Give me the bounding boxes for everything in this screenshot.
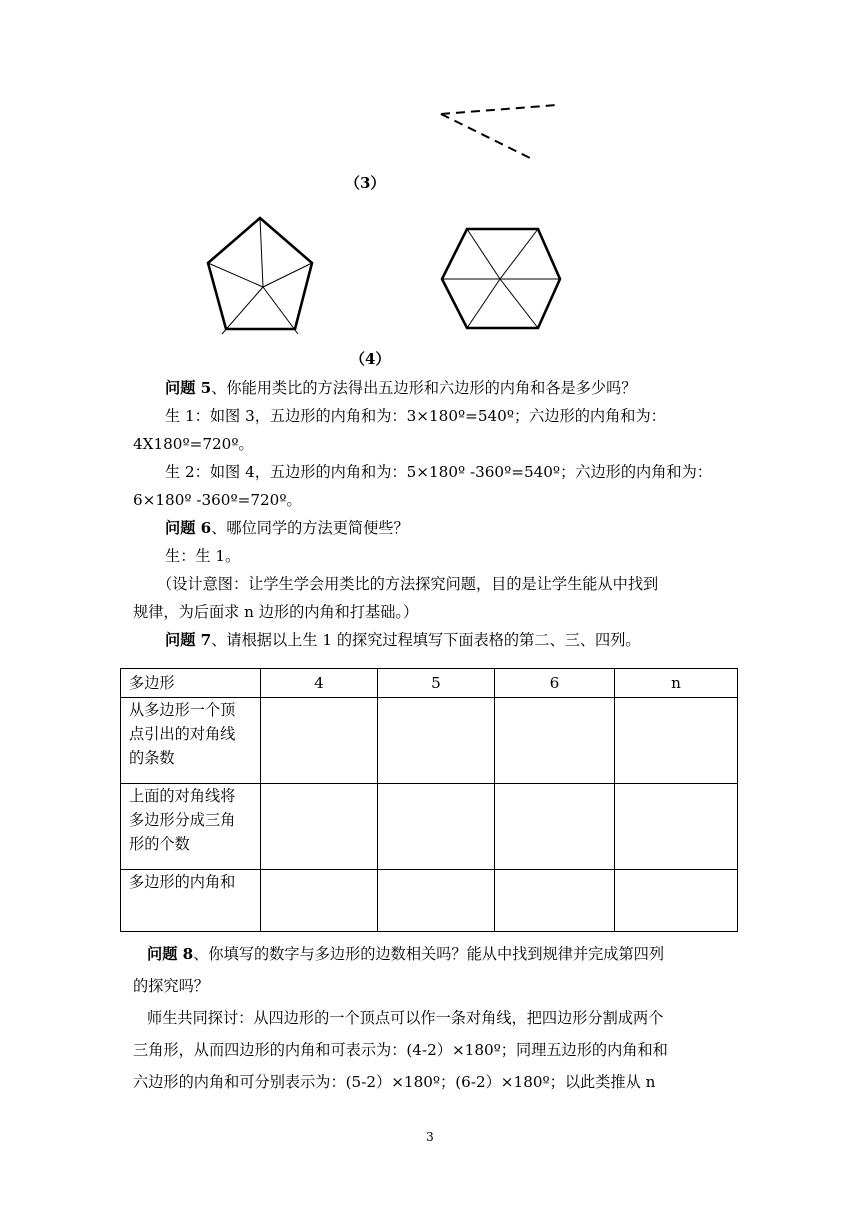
row-label-line: 的条数: [129, 749, 175, 767]
page-number: 3: [426, 1130, 434, 1144]
table-cell: [615, 870, 738, 932]
table-cell: [495, 698, 615, 784]
answer-6: 生：生 1。: [165, 547, 241, 565]
student-1-line-1: 生 1：如图 3，五边形的内角和为：3×180º=540º；六边形的内角和为：: [165, 407, 666, 425]
table-header-cell: n: [615, 669, 738, 698]
question-8-text: 、你填写的数字与多边形的边数相关吗？能从中找到规律并完成第四列: [193, 945, 665, 963]
question-8-label: 问题 8: [147, 945, 194, 963]
table-cell: [378, 698, 495, 784]
table-header-cell: 多边形: [121, 669, 261, 698]
question-5-label: 问题 5: [165, 379, 212, 397]
question-8-line-1: [133, 940, 735, 968]
table-cell: [261, 870, 378, 932]
question-6-text: 、哪位同学的方法更简便些？: [211, 519, 409, 537]
table-cell: [378, 870, 495, 932]
row-label-line: 上面的对角线将: [129, 787, 236, 805]
student-2-line-1: 生 2：如图 4，五边形的内角和为：5×180º -360º=540º；六边形的内角和为：: [165, 463, 712, 481]
row-label-line: 点引出的对角线: [129, 725, 236, 743]
table-cell: [261, 698, 378, 784]
polygon-table: [120, 668, 738, 932]
table-row: [121, 870, 738, 932]
table-header-cell: 6: [495, 669, 615, 698]
question-7: [133, 626, 735, 654]
question-7-label: 问题 7: [165, 631, 212, 649]
row-label-line: 从多边形一个顶: [129, 701, 236, 719]
table-cell: [261, 784, 378, 870]
row-label-line: 形的个数: [129, 835, 190, 853]
figure-3-caption: （3）: [345, 174, 386, 192]
figure-3-dashed-angle: [441, 105, 557, 158]
question-6-label: 问题 6: [165, 519, 212, 537]
table-cell: [378, 784, 495, 870]
figure-4-hexagon: [442, 229, 560, 328]
table-header-row: [121, 669, 738, 698]
table-cell: [615, 698, 738, 784]
table-row: [121, 698, 738, 784]
question-5: [133, 374, 735, 402]
discussion-line-1: 师生共同探讨：从四边形的一个顶点可以作一条对角线，把四边形分割成两个: [147, 1009, 664, 1027]
table-cell: [495, 784, 615, 870]
table-row-label: [121, 698, 261, 784]
figure-4-pentagon: [208, 218, 312, 334]
student-2-line-2: 6×180º -360º=720º。: [133, 491, 302, 509]
discussion-line-2: 三角形，从而四边形的内角和可表示为：(4-2）×180º；同理五边形的内角和和: [133, 1041, 668, 1059]
student-1-line-2: 4X180º=720º。: [133, 435, 254, 453]
figure-4-caption: （4）: [350, 350, 391, 368]
body-text-upper: [133, 374, 735, 654]
table-cell: [495, 870, 615, 932]
design-intent-line-1: （设计意图：让学生学会用类比的方法探究问题，目的是让学生能从中找到: [157, 575, 659, 593]
table-row-label: [121, 784, 261, 870]
table-cell: [615, 784, 738, 870]
table-row: [121, 784, 738, 870]
question-6: [133, 514, 735, 542]
table-header-cell: 4: [261, 669, 378, 698]
table-row-label: [121, 870, 261, 932]
body-text-lower: [133, 940, 735, 1096]
table-header-cell: 5: [378, 669, 495, 698]
question-7-text: 、请根据以上生 1 的探究过程填写下面表格的第二、三、四列。: [211, 631, 641, 649]
discussion-line-3: 六边形的内角和可分别表示为：(5-2）×180º；(6-2）×180º；以此类推从 n: [133, 1073, 656, 1091]
row-label-line: 多边形分成三角: [129, 811, 236, 829]
row-label-line: 多边形的内角和: [129, 873, 236, 891]
question-8-line-2: 的探究吗？: [133, 977, 209, 995]
design-intent-line-2: 规律，为后面求 n 边形的内角和打基础。）: [133, 603, 419, 621]
question-5-text: 、你能用类比的方法得出五边形和六边形的内角和各是多少吗？: [211, 379, 637, 397]
